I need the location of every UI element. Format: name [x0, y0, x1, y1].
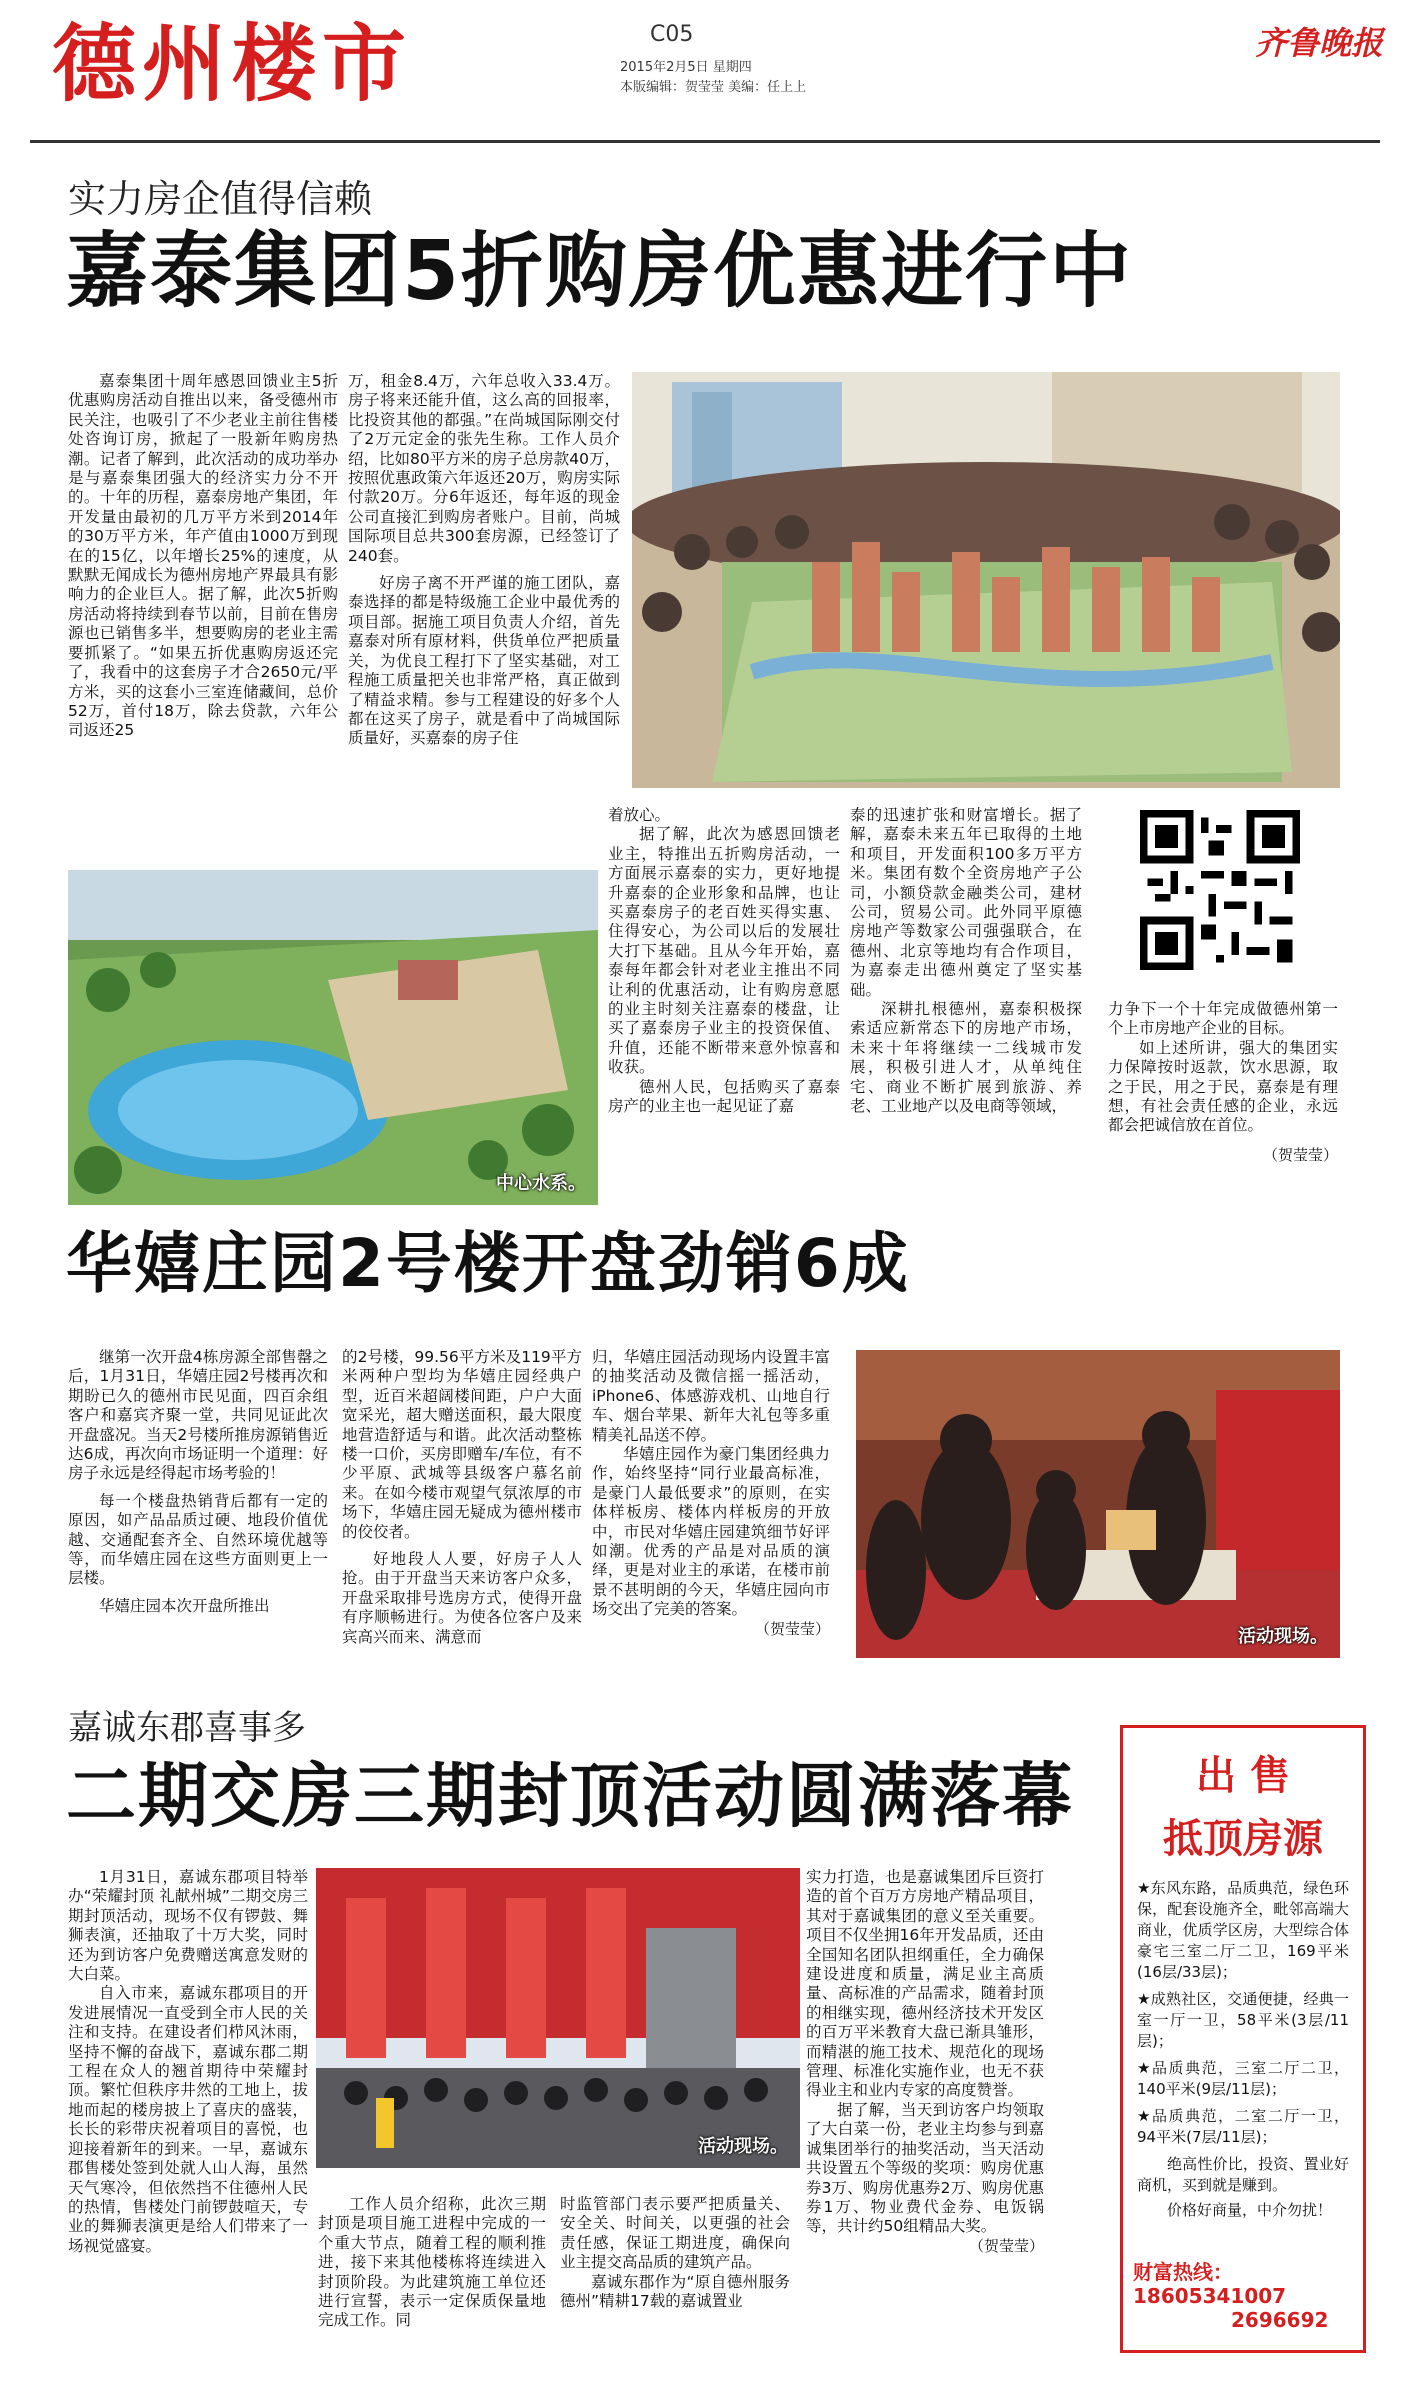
ad-listing-item: ★品质典范，三室二厅二卫，140平米(9层/11层)；	[1137, 2059, 1349, 2098]
ad-phone-mobile[interactable]: 18605341007	[1133, 2284, 1287, 2308]
article1-headline: 嘉泰集团5折购房优惠进行中	[66, 224, 1134, 319]
article2-paragraph: 继第一次开盘4栋房源全部售罄之后，1月31日，华嬉庄园2号楼再次和期盼已久的德州市民见面，四百余组客户和嘉宾齐聚一堂，共同见证此次开盘盛况。当天2号楼所推房源销售近达6成，再次向市场证明一个道理：好房子永远是经得起市场考验的！	[68, 1348, 328, 1483]
qr-code-icon	[1140, 810, 1300, 970]
newspaper-logo: 齐鲁晚报	[1255, 24, 1384, 62]
article2-column-1	[68, 1348, 328, 1616]
article1-paragraph: 如上述所讲，强大的集团实力保障按时返款，饮水思源，取之于民，用之于民，嘉泰是有理想，有社会责任感的企业，永远都会把诚信放在首位。	[1108, 1038, 1338, 1135]
article3-photo-caption: 活动现场。	[698, 2136, 788, 2157]
article1-column-3	[608, 806, 840, 1117]
ad-hotline-label: 财富热线：	[1133, 2260, 1233, 2284]
qr-code[interactable]	[1140, 810, 1300, 970]
article3-column-1	[68, 1868, 308, 2256]
article1-column-1	[68, 372, 338, 741]
classified-ad-box	[1120, 1725, 1366, 2353]
article2-paragraph: 好地段人人要，好房子人人抢。由于开盘当天来访客户众多，开盘采取排号选房方式，使得开盘有序顺畅进行。为使各位客户及来宾高兴而来、满意而	[342, 1550, 582, 1646]
article1-kicker: 实力房企值得信赖	[68, 177, 373, 221]
ad-listing-item: ★东风东路，品质典范，绿色环保，配套设施齐全，毗邻高端大商业，优质学区房，大型综合体豪宅三室二厅二卫，169平米(16层/33层)；	[1137, 1879, 1349, 1981]
ad-listing	[1123, 1864, 1363, 2221]
article3-paragraph: 工作人员介绍称，此次三期封顶是项目施工进程中完成的一个重大节点，随着工程的顺利推进，接下来其他楼栋将连续进入封顶阶段。为此建筑施工单位还进行宣誓，表示一定保质保量地完成工作。同	[318, 2195, 546, 2330]
article2-photo-event	[856, 1350, 1340, 1658]
article1-photo-sales-hall	[632, 372, 1340, 788]
ad-phone-landline[interactable]: 2696692	[1231, 2308, 1329, 2332]
article1-paragraph: 着放心。	[608, 806, 671, 824]
article2-column-2	[342, 1348, 582, 1647]
article1-paragraph: 据了解，此次为感恩回馈老业主，特推出五折购房活动，一方面展示嘉泰的实力，更好地提升嘉泰的企业形象和品牌，也让买嘉泰房子的老百姓买得实惠、住得安心，为公司以后的发展壮大打下基础。且从今年开始，嘉泰每年都会针对老业主推出不同让利的优惠活动，让有购房意愿的业主时刻关注嘉泰的楼盘，让买了嘉泰房子业主的投资保值、升值，还能不断带来意外惊喜和收获。	[608, 825, 840, 1077]
article3-paragraph: 实力打造，也是嘉诚集团斥巨资打造的首个百万方房地产精品项目，其对于嘉诚集团的意义至关重要。项目不仅坐拥16年开发品质，还由全国知名团队担纲重任，全力确保建设进度和质量，满足业主高质量、高标准的产品需求，随着封顶的相继实现，德州经济技术开发区的百万平米教育大盘已渐具雏形，而精湛的施工技术、规范化的现场管理、标准化实施作业，也无不获得业主和业内专家的高度赞誉。	[806, 1868, 1044, 2100]
article3-column-4	[806, 1868, 1044, 2256]
ad-slogan: 价格好商量，中介勿扰！	[1167, 2201, 1333, 2219]
article1-column-5	[1108, 1000, 1338, 1165]
issue-meta	[620, 58, 806, 98]
ad-title-sale: 出 售	[1196, 1753, 1290, 1799]
water-garden-illustration	[68, 870, 598, 1205]
page-code: C05	[650, 22, 694, 47]
article3-byline: （贺莹莹）	[968, 2236, 1044, 2255]
article2-paragraph: 华嬉庄园作为豪门集团经典力作，始终坚持“同行业最高标准，是豪门人最低要求”的原则，在实体样板房、楼体内样板房的开放中，市民对华嬉庄园建筑细节好评如潮。优秀的产品是对品质的演绎，更是对业主的承诺，在楼市前景不甚明朗的今天，华嬉庄园向市场交出了完美的答案。	[592, 1445, 830, 1619]
article3-headline: 二期交房三期封顶活动圆满落幕	[66, 1755, 1074, 1837]
article3-paragraph: 时监管部门表示要严把质量关、安全关、时间关，以更强的社会责任感，保证工期进度，确保向业主提交高品质的建筑产品。	[560, 2195, 790, 2272]
ad-listing-item: ★品质典范，二室二厅一卫，94平米(7层/11层)；	[1137, 2107, 1349, 2146]
event-scene-illustration	[856, 1350, 1340, 1658]
article1-byline: （贺莹莹）	[1262, 1145, 1338, 1164]
article1-paragraph: 泰的迅速扩张和财富增长。据了解，嘉泰未来五年已取得的土地和项目，开发面积100多万平方米。集团有数个全资房地产子公司，小额贷款金融类公司，建材公司，贸易公司。此外同平原德房地产等数家公司强强联合，在德州、北京等地均有合作项目，为嘉泰走出德州奠定了坚实基础。	[850, 806, 1082, 999]
article3-paragraph: 1月31日，嘉诚东郡项目特举办“荣耀封顶 礼献州城”二期交房三期封顶活动，现场不仅有锣鼓、舞狮表演，还抽取了十万大奖，同时还为到访客户免费赠送寓意发财的大白菜。	[68, 1868, 308, 1984]
article2-paragraph: 每一个楼盘热销背后都有一定的原因，如产品品质过硬、地段价值优越、交通配套齐全、自然环境优越等等，而华嬉庄园在这些方面则更上一层楼。	[68, 1491, 328, 1588]
section-masthead-title: 德州楼市	[52, 15, 413, 113]
article1-column-2	[348, 372, 620, 749]
article3-column-3	[560, 2195, 790, 2311]
article2-byline: （贺莹莹）	[754, 1619, 830, 1638]
article3-paragraph: 嘉诚东郡作为“原自德州服务德州”精耕17载的嘉诚置业	[560, 2272, 790, 2311]
editor-line: 本版编辑：贺莹莹 美编：任上上	[620, 80, 807, 95]
article1-paragraph: 万，租金8.4万，六年总收入33.4万。房子将来还能升值，这么高的回报率，比投资其他的都强。”在尚城国际刚交付了2万元定金的张先生称。工作人员介绍，比如80平方米的房子总房款40万，按照优惠政策六年返还20万，购房实际付款20万。分6年返还，每年返的现金公司直接汇到购房者账户。目前，尚城国际项目总共300套房源，已经签订了240套。	[348, 372, 620, 565]
article1-column-4	[850, 806, 1082, 1117]
article3-kicker: 嘉诚东郡喜事多	[68, 1708, 306, 1748]
header-divider	[30, 140, 1380, 143]
article3-column-2	[318, 2195, 546, 2331]
article2-paragraph: 归，华嬉庄园活动现场内设置丰富的抽奖活动及微信摇一摇活动，iPhone6、体感游戏机、山地自行车、烟台苹果、新年大礼包等多重精美礼品送不停。	[592, 1348, 830, 1444]
article2-column-3	[592, 1348, 830, 1639]
article1-paragraph: 力争下一个十年完成做德州第一个上市房地产企业的目标。	[1108, 1000, 1338, 1038]
ad-hotline	[1133, 2260, 1363, 2332]
article1-paragraph: 德州人民，包括购买了嘉泰房产的业主也一起见证了嘉	[608, 1077, 840, 1116]
sales-hall-illustration	[632, 372, 1340, 788]
ad-title-listing: 抵顶房源	[1163, 1816, 1323, 1862]
ad-slogan: 绝高性价比，投资、置业好商机，买到就是赚到。	[1137, 2155, 1349, 2194]
date-line: 2015年2月5日 星期四	[620, 60, 752, 75]
article1-paragraph: 深耕扎根德州，嘉泰积极探索适应新常态下的房地产市场，未来十年将继续一二线城市发展，积极引进人才，从单纯住宅、商业不断扩展到旅游、养老、工业地产以及电商等领域，	[850, 1000, 1082, 1116]
ad-listing-item: ★成熟社区，交通便捷，经典一室一厅一卫，58平米(3层/11层)；	[1137, 1990, 1349, 2050]
article2-paragraph: 华嬉庄园本次开盘所推出	[99, 1596, 270, 1615]
article2-headline: 华嬉庄园2号楼开盘劲销6成	[66, 1225, 910, 1302]
article2-paragraph: 的2号楼，99.56平方米及119平方米两种户型均为华嬉庄园经典户型，近百米超阔楼间距，户户大面宽采光，超大赠送面积，最大限度地营造舒适与和谐。此次活动整栋楼一口价，买房即赠车/车位，有不少平原、武城等县级客户慕名前来。在如今楼市观望气氛浓厚的市场下，华嬉庄园无疑成为德州楼市的佼佼者。	[342, 1348, 582, 1541]
ceremony-illustration	[316, 1868, 800, 2168]
article1-photo-water-garden	[68, 870, 598, 1205]
article3-paragraph: 据了解，当天到访客户均领取了大白菜一份，老业主均参与到嘉诚集团举行的抽奖活动，当天活动共设置五个等级的奖项：购房优惠券3万、购房优惠券2万、购房优惠券1万、物业费代金券、电饭锅等，共计约50组精品大奖。	[806, 2100, 1044, 2236]
article3-photo-ceremony	[316, 1868, 800, 2168]
article3-paragraph: 自入市来，嘉诚东郡项目的开发进展情况一直受到全市人民的关注和支持。在建设者们栉风沐雨，坚持不懈的奋战下，嘉诚东郡二期工程在众人的翘首期待中荣耀封顶。繁忙但秩序井然的工地上，拔地而起的楼房披上了喜庆的盛装，长长的彩带庆祝着项目的喜悦，也迎接着新年的到来。一早，嘉诚东郡售楼处签到处就人山人海，虽然天气寒冷，但依然挡不住德州人民的热情，售楼处门前锣鼓喧天，专业的舞狮表演更是给人们带来了一场视觉盛宴。	[68, 1984, 308, 2255]
article1-paragraph: 嘉泰集团十周年感恩回馈业主5折优惠购房活动自推出以来，备受德州市民关注，也吸引了不少老业主前往售楼处咨询订房，掀起了一股新年购房热潮。记者了解到，此次活动的成功举办是与嘉泰集团强大的经济实力分不开的。十年的历程，嘉泰房地产集团，年开发量由最初的几万平方米到2014年的30万平方米，年产值由1000万到现在的15亿，以年增长25%的速度，从默默无闻成长为德州房地产界最具有影响力的企业巨人。据了解，此次5折购房活动将持续到春节以前，目前在售房源也已销售多半，想要购房的老业主需要抓紧了。“如果五折优惠购房返还完了，我看中的这套房子才合2650元/平方米，买的这套小三室连储藏间，总价52万，首付18万，除去贷款，六年公司返还25	[68, 372, 338, 740]
article2-photo-caption: 活动现场。	[1238, 1626, 1328, 1647]
article1-paragraph: 好房子离不开严谨的施工团队，嘉泰选择的都是特级施工企业中最优秀的项目部。据施工项目负责人介绍，首先嘉泰对所有原材料，供货单位严把质量关，为优良工程打下了坚实基础，对工程施工质量把关也非常严格，真正做到了精益求精。参与工程建设的好多个人都在这买了房子，就是看中了尚城国际质量好，买嘉泰的房子住	[348, 574, 620, 748]
article1-photo-caption: 中心水系。	[496, 1173, 586, 1194]
